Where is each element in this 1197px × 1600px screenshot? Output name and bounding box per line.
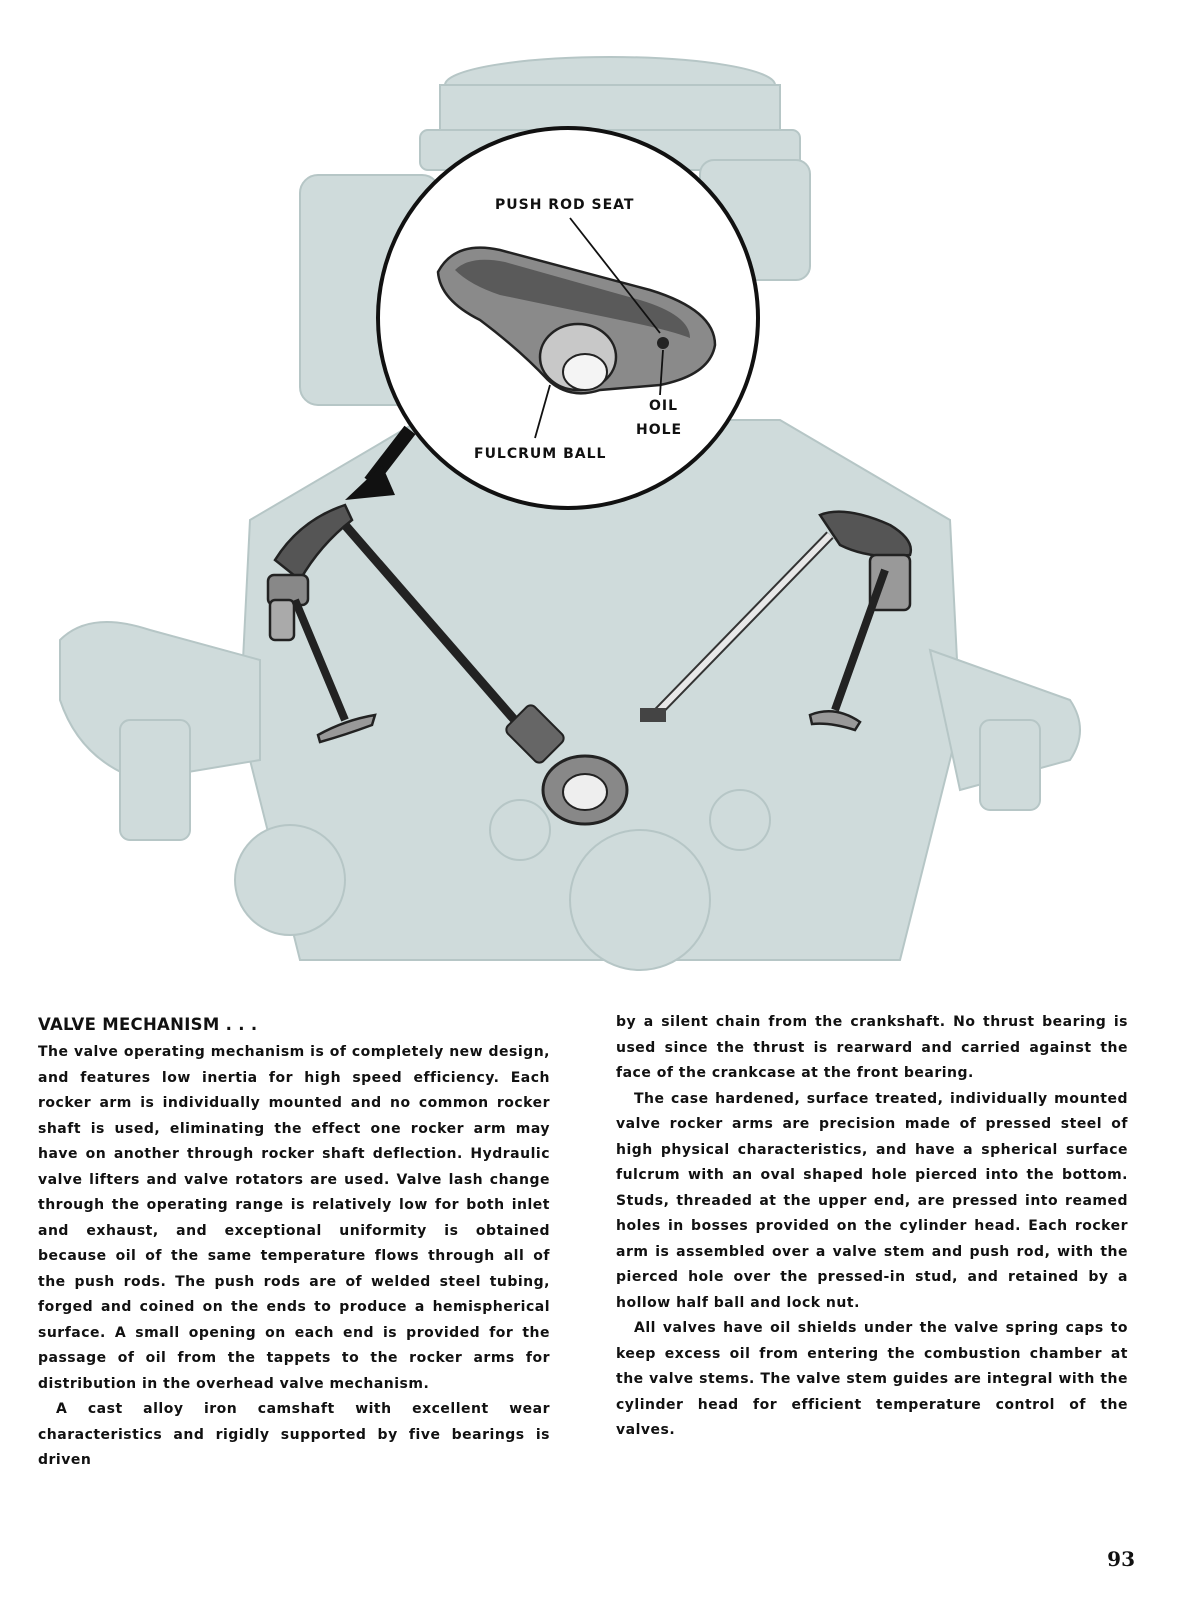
oil-label: OIL <box>649 398 679 414</box>
right-paragraph-3: All valves have oil shields under the valve spring caps to keep excess oil from entering the combustion chamber at the valve stems. The valve stem guides are integral with the cylinder head for efficient temperature control of the valves. <box>616 1320 1128 1438</box>
right-column <box>616 1010 1128 1474</box>
text-columns <box>38 1014 1128 1474</box>
push-rod-seat-label: PUSH ROD SEAT <box>495 197 635 213</box>
hole-label: HOLE <box>636 422 683 438</box>
fulcrum-ball-label: FULCRUM BALL <box>474 446 607 462</box>
right-paragraph-1: by a silent chain from the crankshaft. No thrust bearing is used since the thrust is rearward and carried against the face of the crankcase at the front bearing. <box>616 1014 1128 1081</box>
right-paragraph-2: The case hardened, surface treated, individually mounted valve rocker arms are precision made of pressed steel of high physical characteristics, and have a spherical surface fulcrum with an oval shaped hole pierced into the bottom. Studs, threaded at the upper end, are pressed into reamed holes in bosses provided on the cylinder head. Each rocker arm is assembled over a valve stem and push rod, with the pierced hole over the pressed-in stud, and retained by a hollow half ball and lock nut. <box>616 1090 1128 1311</box>
article-heading: VALVE MECHANISM . . . <box>38 1015 258 1034</box>
rocker-arm-callout <box>378 128 758 508</box>
page-number: 93 <box>1107 1547 1135 1571</box>
left-paragraph-2: A cast alloy iron camshaft with excellent wear characteristics and rigidly supported by five bearings is driven <box>38 1401 550 1468</box>
camshaft-lobe <box>543 756 627 824</box>
article-body <box>38 1015 1128 1474</box>
left-column <box>38 1040 550 1474</box>
left-paragraph-1: The valve operating mechanism is of completely new design, and features low inertia for high speed efficiency. Each rocker arm is individually mounted and no common rocker shaft is used, eliminating the effect one rocker arm may have on another through rocker shaft deflection. Hydraulic valve lifters and valve rotators are used. Valve lash change through the operating range is relatively low for both inlet and exhaust, and exceptional uniformity is obtained because oil of the same temperature flows through all of the push rods. The push rods are of welded steel tubing, forged and coined on the ends to produce a hemispherical surface. A small opening on each end is provided for the passage of oil from the tappets to the rocker arms for distribution in the overhead valve mechanism. <box>38 1044 550 1392</box>
